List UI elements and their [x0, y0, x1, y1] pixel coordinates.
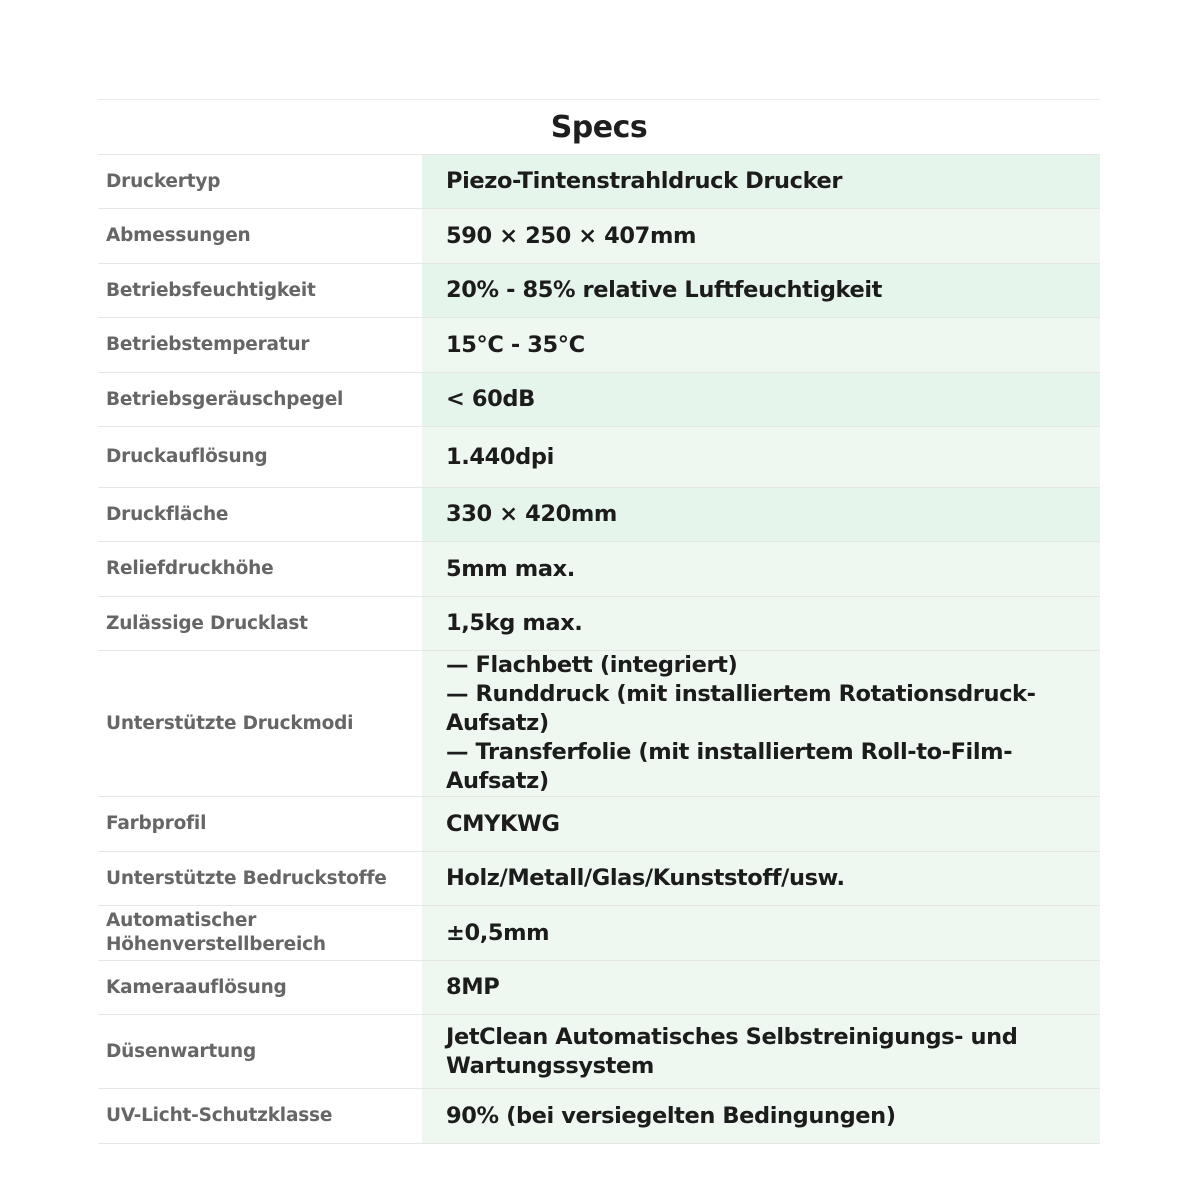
spec-value [422, 797, 1100, 852]
specs-card [98, 99, 1100, 1144]
spec-value [422, 852, 1100, 906]
spec-row [98, 597, 1100, 651]
spec-value [422, 427, 1100, 488]
spec-row [98, 651, 1100, 797]
spec-value-line: — Runddruck (mit installiertem Rotationsdruck-Aufsatz) [446, 681, 1036, 736]
spec-row [98, 373, 1100, 427]
spec-value [422, 1015, 1100, 1089]
spec-value-line: — Transferfolie (mit installiertem Roll-to-Film-Aufsatz) [446, 739, 1013, 794]
spec-value-line: < 60dB [446, 386, 535, 412]
spec-label: Druckauflösung [98, 427, 422, 488]
spec-value-line: JetClean Automatisches Selbstreinigungs- und [446, 1023, 1018, 1050]
spec-value-line: 330 × 420mm [446, 501, 617, 527]
spec-label: Abmessungen [98, 209, 422, 264]
spec-label: Druckfläche [98, 488, 422, 542]
spec-value-line: CMYKWG [446, 810, 560, 837]
spec-value-line: ±0,5mm [446, 919, 550, 946]
spec-value-line: 590 × 250 × 407mm [446, 222, 697, 249]
spec-label: Kameraauflösung [98, 961, 422, 1015]
spec-value-line: Wartungssystem [446, 1052, 654, 1079]
spec-row [98, 488, 1100, 542]
spec-value-line: 1,5kg max. [446, 610, 583, 636]
spec-value [422, 597, 1100, 651]
spec-value-line: 15°C - 35°C [446, 331, 585, 358]
spec-value-line: 20% - 85% relative Luftfeuchtigkeit [446, 277, 883, 303]
spec-row [98, 209, 1100, 264]
spec-label: UV-Licht-Schutzklasse [98, 1089, 422, 1144]
spec-row [98, 318, 1100, 373]
spec-row [98, 1089, 1100, 1144]
page-title: Specs [550, 109, 648, 145]
spec-label: Reliefdruckhöhe [98, 542, 422, 597]
spec-label: Unterstützte Bedruckstoffe [98, 852, 422, 906]
spec-row [98, 1015, 1100, 1089]
spec-value [422, 961, 1100, 1015]
spec-label: Düsenwartung [98, 1015, 422, 1089]
spec-value-line: — Flachbett (integriert) [446, 652, 738, 678]
spec-value-line: 90% (bei versiegelten Bedingungen) [446, 1102, 896, 1129]
spec-value [422, 318, 1100, 373]
spec-label: Automatischer Höhenverstellbereich [98, 906, 422, 961]
spec-value-line: Holz/Metall/Glas/Kunststoff/usw. [446, 865, 845, 891]
spec-value [422, 264, 1100, 318]
spec-label: Unterstützte Druckmodi [98, 651, 422, 797]
spec-value-line: 1.440dpi [446, 443, 554, 470]
spec-value-line: 8MP [446, 974, 500, 1000]
spec-row [98, 427, 1100, 488]
spec-row [98, 155, 1100, 209]
spec-table [98, 154, 1100, 1144]
spec-label: Betriebsgeräuschpegel [98, 373, 422, 427]
spec-label: Betriebsfeuchtigkeit [98, 264, 422, 318]
spec-value [422, 1089, 1100, 1144]
spec-value [422, 209, 1100, 264]
spec-value [422, 155, 1100, 209]
spec-label: Zulässige Drucklast [98, 597, 422, 651]
spec-label: Farbprofil [98, 797, 422, 852]
spec-row [98, 852, 1100, 906]
spec-label: Druckertyp [98, 155, 422, 209]
spec-value [422, 651, 1100, 797]
spec-value-line: Piezo-Tintenstrahldruck Drucker [446, 168, 843, 194]
spec-row [98, 961, 1100, 1015]
spec-row [98, 906, 1100, 961]
spec-value [422, 542, 1100, 597]
spec-row [98, 542, 1100, 597]
spec-value [422, 373, 1100, 427]
spec-value [422, 488, 1100, 542]
spec-row [98, 797, 1100, 852]
spec-row [98, 264, 1100, 318]
title-row [98, 99, 1100, 154]
spec-value-line: 5mm max. [446, 555, 575, 582]
spec-label: Betriebstemperatur [98, 318, 422, 373]
spec-value [422, 906, 1100, 961]
spec-table-body [98, 155, 1100, 1144]
